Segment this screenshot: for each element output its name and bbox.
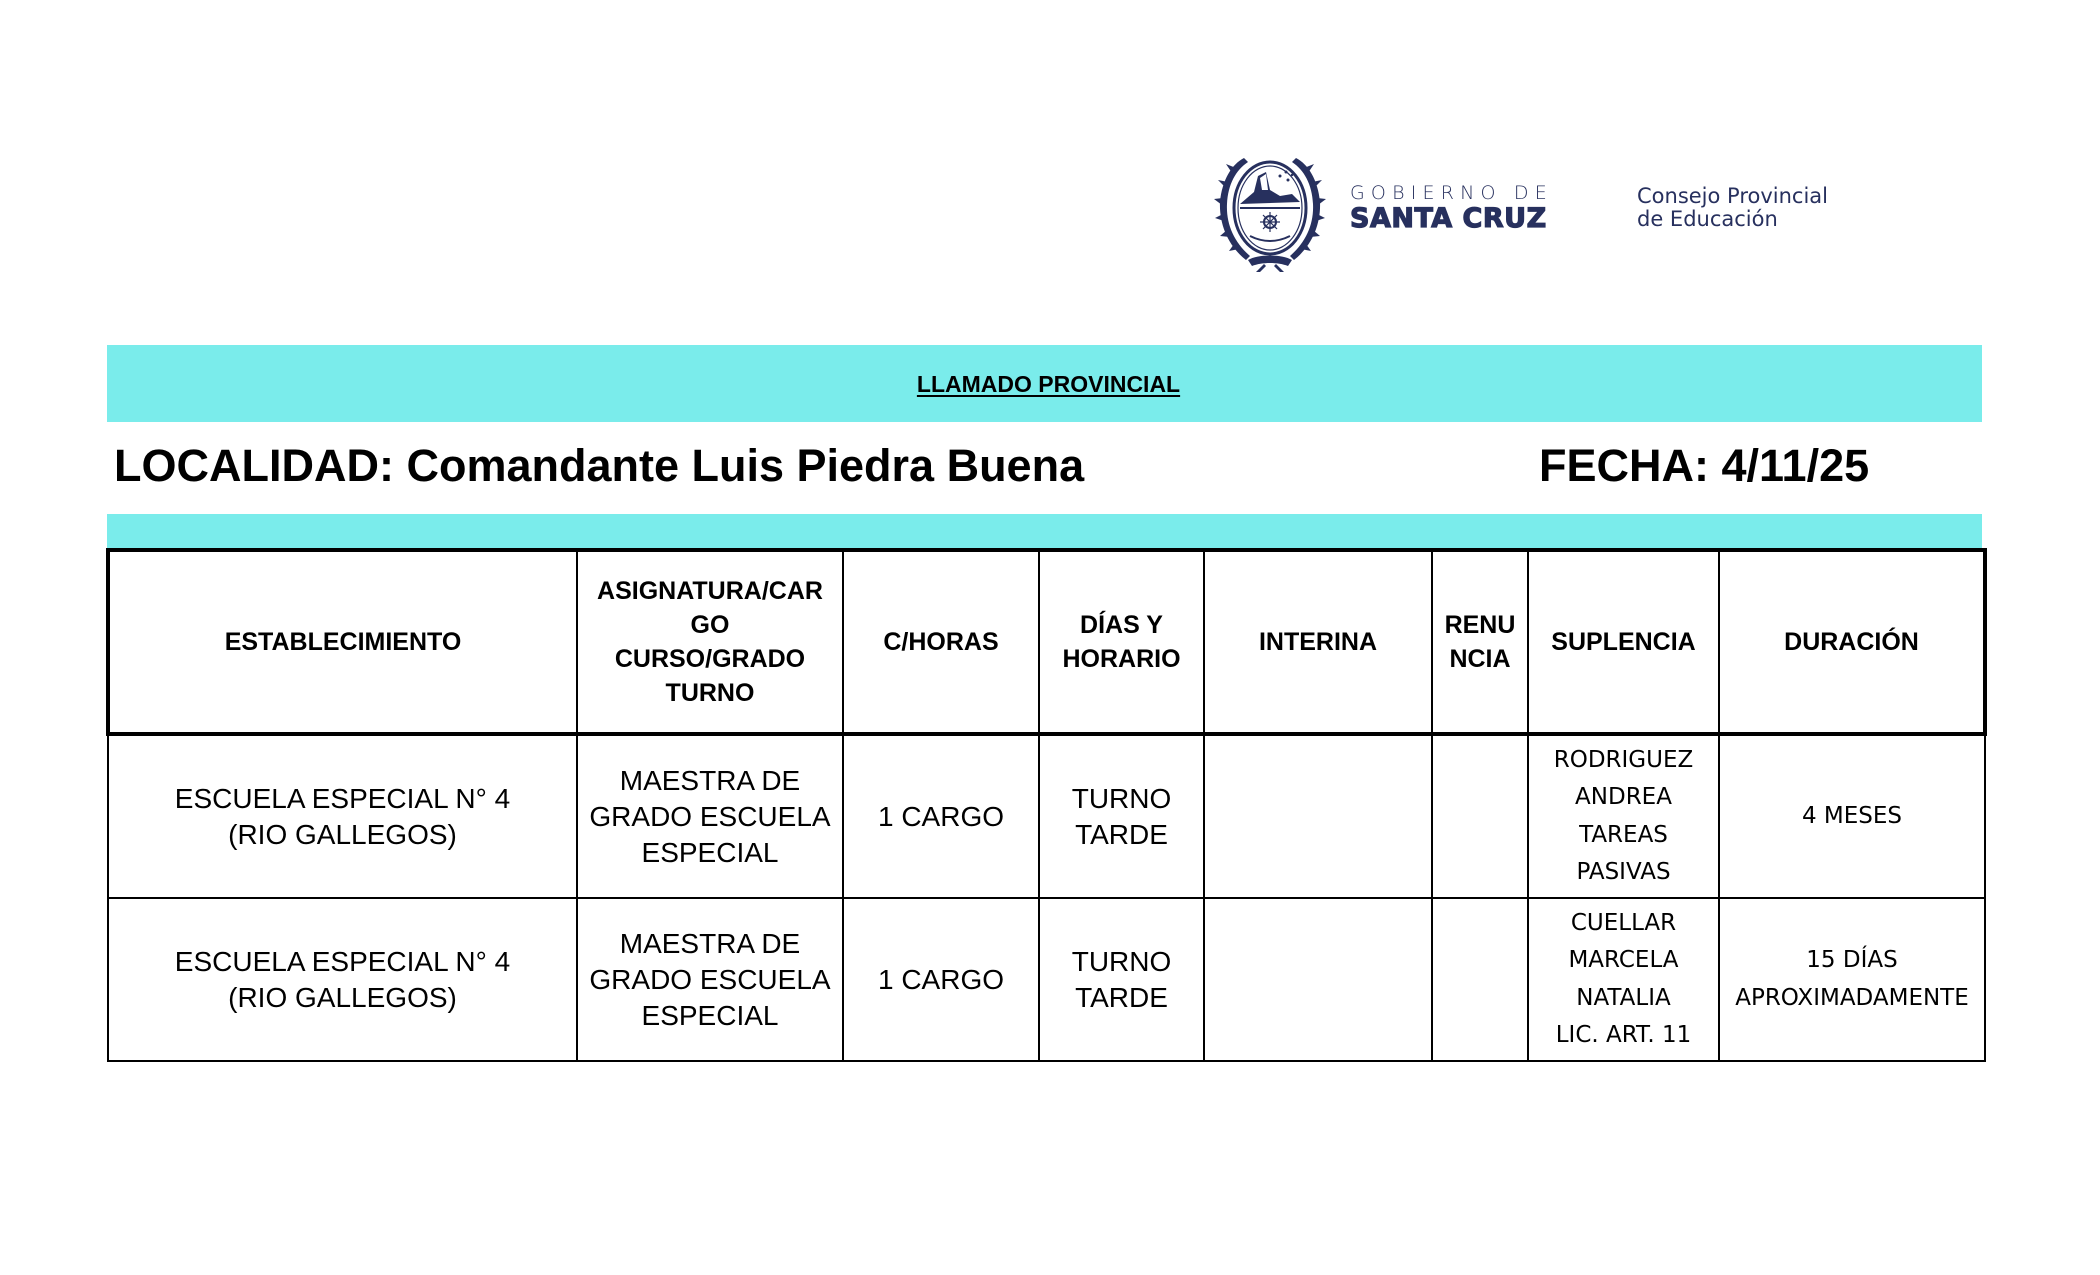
gov-line-2: SANTA CRUZ <box>1350 203 1547 234</box>
table-header-row <box>108 550 1985 734</box>
col-header-horas <box>843 550 1039 734</box>
cell-line: (RIO GALLEGOS) <box>228 981 457 1013</box>
cell-line: TARDE <box>1075 981 1168 1013</box>
cell-line: TARDE <box>1075 818 1168 850</box>
cell-horas: 1 CARGO <box>843 734 1039 898</box>
cell-suplencia <box>1528 898 1719 1061</box>
cell-line: MAESTRA DE <box>619 927 801 959</box>
col-header-asignatura <box>577 550 843 734</box>
cell-line: MARCELA <box>1568 947 1679 973</box>
table-row <box>108 734 1985 898</box>
cell-dias-horario <box>1039 734 1204 898</box>
cell-line: ESCUELA ESPECIAL N° 4 <box>174 782 511 814</box>
cell-line: ESPECIAL <box>641 999 779 1031</box>
positions-table <box>106 548 1987 1062</box>
header-line: SUPLENCIA <box>1551 628 1696 656</box>
separator-band <box>107 514 1982 548</box>
localidad-label: LOCALIDAD: Comandante Luis Piedra Buena <box>114 440 1085 491</box>
col-header-establecimiento <box>108 550 577 734</box>
header-line: HORARIO <box>1062 645 1181 673</box>
cell-interina <box>1204 734 1432 898</box>
cell-duracion <box>1719 898 1985 1061</box>
header-line: TURNO <box>665 679 755 707</box>
cell-renuncia <box>1432 898 1528 1061</box>
cell-line: NATALIA <box>1576 984 1671 1011</box>
header-line: DÍAS Y <box>1080 611 1163 639</box>
cell-line: PASIVAS <box>1576 859 1671 885</box>
cell-line: GRADO ESCUELA <box>589 963 831 995</box>
header-line: GO <box>690 611 730 639</box>
council-line-1: Consejo Provincial <box>1637 184 1829 208</box>
santa-cruz-crest-icon <box>1214 150 1326 272</box>
cell-line: ESCUELA ESPECIAL N° 4 <box>174 945 511 977</box>
header-line: ESTABLECIMIENTO <box>224 628 462 656</box>
cell-line: LIC. ART. 11 <box>1555 1022 1692 1048</box>
consejo-provincial-logo <box>1637 185 1828 231</box>
cell-asignatura <box>577 734 843 898</box>
fecha-label: FECHA: 4/11/25 <box>1539 440 1870 491</box>
header-line: C/HORAS <box>883 628 999 656</box>
cell-asignatura <box>577 898 843 1061</box>
cell-line: RODRIGUEZ <box>1553 746 1694 773</box>
cell-suplencia <box>1528 734 1719 898</box>
cell-duracion <box>1719 734 1985 898</box>
title-band <box>107 345 1982 422</box>
cell-interina <box>1204 898 1432 1061</box>
cell-line: CUELLAR <box>1570 909 1677 936</box>
header-line: NCIA <box>1449 645 1511 673</box>
cell-dias-horario <box>1039 898 1204 1061</box>
header-line: RENU <box>1444 611 1516 639</box>
header-line: CURSO/GRADO <box>614 645 806 673</box>
council-line-2: de Educación <box>1637 207 1778 231</box>
header-line: ASIGNATURA/CAR <box>597 577 823 605</box>
table-row <box>108 898 1985 1061</box>
col-header-interina <box>1204 550 1432 734</box>
col-header-dias-horario <box>1039 550 1204 734</box>
cell-line: GRADO ESCUELA <box>589 800 831 832</box>
cell-establecimiento <box>108 898 577 1061</box>
cell-line: MAESTRA DE <box>619 764 801 796</box>
llamado-title: LLAMADO PROVINCIAL <box>916 371 1181 397</box>
cell-line: (RIO GALLEGOS) <box>228 818 457 850</box>
cell-line: ANDREA <box>1575 784 1672 810</box>
cell-line: TURNO <box>1071 782 1172 814</box>
cell-horas: 1 CARGO <box>843 898 1039 1061</box>
cell-line: TURNO <box>1071 945 1172 977</box>
cell-line: APROXIMADAMENTE <box>1735 984 1969 1011</box>
header-line: INTERINA <box>1258 628 1378 656</box>
cell-line: TAREAS <box>1579 821 1668 848</box>
cell-renuncia <box>1432 734 1528 898</box>
gobierno-santa-cruz-logo <box>1350 182 1590 234</box>
cell-establecimiento <box>108 734 577 898</box>
col-header-renuncia <box>1432 550 1528 734</box>
col-header-suplencia <box>1528 550 1719 734</box>
gov-line-1: GOBIERNO DE <box>1350 182 1553 204</box>
cell-line: ESPECIAL <box>641 836 779 868</box>
col-header-duracion <box>1719 550 1985 734</box>
cell-line: 15 DÍAS <box>1806 947 1898 973</box>
cell-line: 4 MESES <box>1801 802 1903 829</box>
header-line: DURACIÓN <box>1784 628 1919 656</box>
